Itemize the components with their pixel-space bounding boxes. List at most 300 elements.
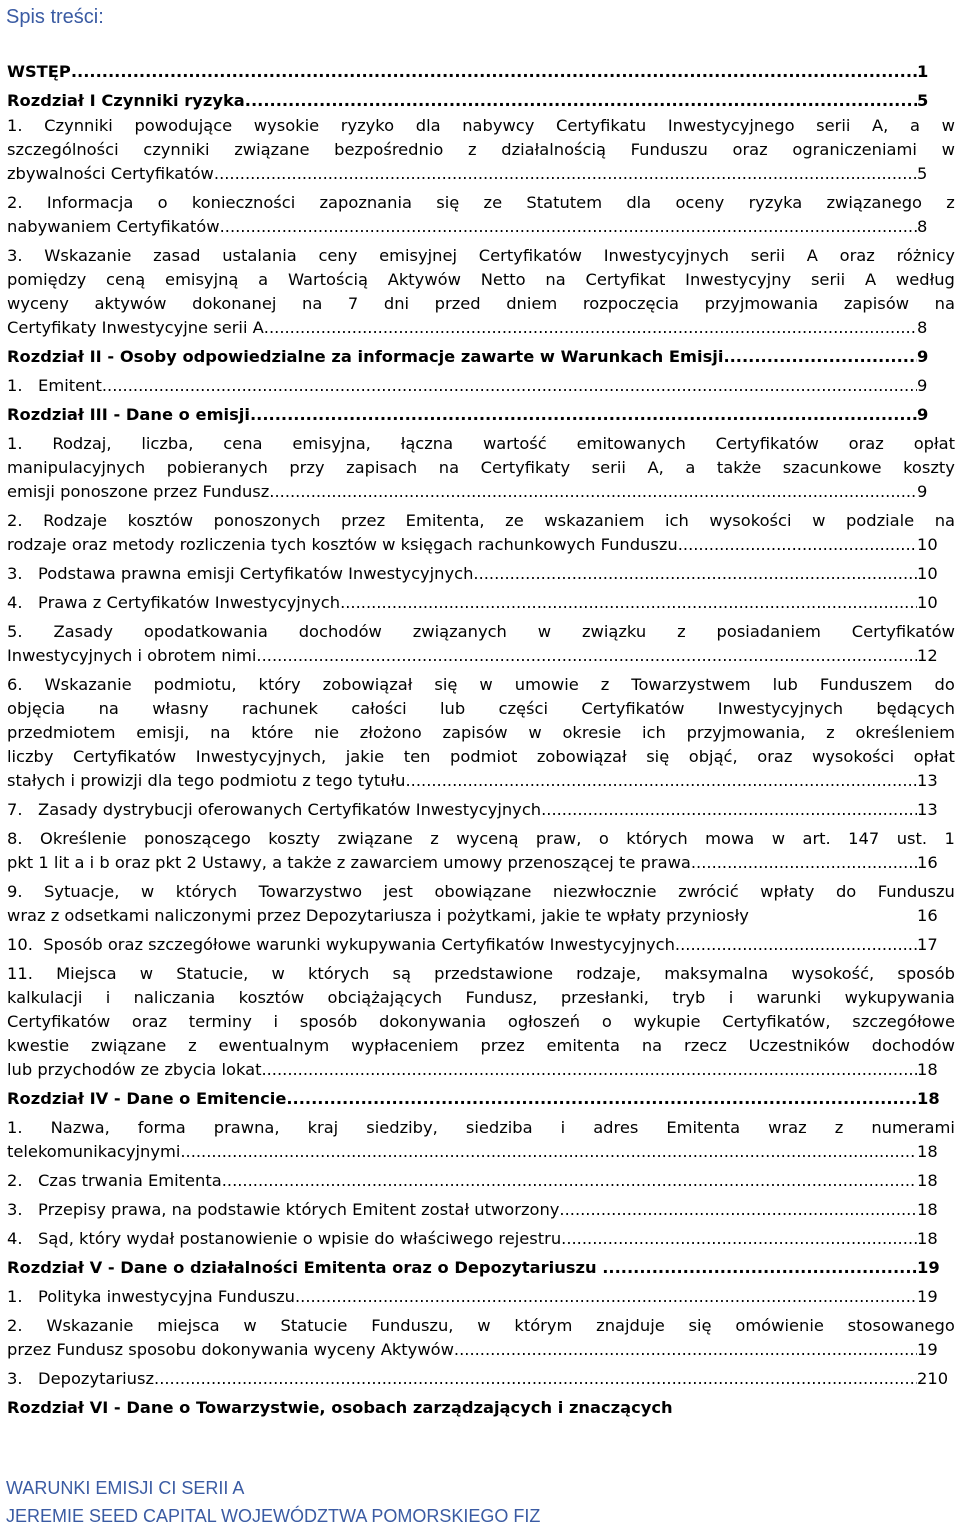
toc-word: się xyxy=(434,675,458,694)
toc-word: w xyxy=(941,116,955,135)
toc-item-text: wraz z odsetkami naliczonymi przez Depozytariusza i pożytkami, jakie te wpłaty przyniosły xyxy=(7,906,749,925)
toc-page-number: 18 xyxy=(917,1142,938,1161)
toc-word: oraz xyxy=(839,246,875,265)
toc-item-line xyxy=(7,1034,955,1058)
toc-word: podmiotu, xyxy=(153,675,237,694)
toc-word: wartość xyxy=(482,434,547,453)
toc-word: serii xyxy=(816,116,851,135)
toc-item-last-line xyxy=(7,1338,955,1362)
toc-word: 11. xyxy=(7,964,33,983)
toc-word: 2. xyxy=(7,511,23,530)
toc-word: liczby xyxy=(7,747,54,766)
toc-word: a xyxy=(685,458,696,477)
toc-word: oceny xyxy=(675,193,725,212)
toc-item-text: rodzaje oraz metody rozliczenia tych kosztów w księgach rachunkowych Funduszu xyxy=(7,535,678,554)
toc-word: miejsca xyxy=(157,1316,220,1335)
toc-word: ewentualnym xyxy=(218,1036,330,1055)
toc-chapter[interactable] xyxy=(7,345,955,369)
toc-word: 1. xyxy=(7,434,23,453)
toc-word: o xyxy=(157,193,168,212)
toc-word: naliczania xyxy=(133,988,216,1007)
toc-dot-leader xyxy=(102,374,917,398)
toc-word: posiadaniem xyxy=(716,622,821,641)
toc-word: maksymalna xyxy=(664,964,769,983)
toc-word: z xyxy=(468,140,477,159)
toc-item-line xyxy=(7,1116,955,1140)
toc-item-text: Rozdział I Czynniki ryzyka xyxy=(7,91,245,110)
toc-word: Zasady xyxy=(53,622,114,641)
toc-item[interactable] xyxy=(7,880,955,928)
toc-word: obowiązane xyxy=(434,882,532,901)
toc-word: z xyxy=(188,1036,197,1055)
toc-word: w xyxy=(528,723,542,742)
toc-word: praw, xyxy=(535,829,582,848)
toc-item-text: 4. Sąd, który wydał postanowienie o wpisie do właściwego rejestru xyxy=(7,1229,562,1248)
toc-word: na xyxy=(545,270,566,289)
toc-word: się xyxy=(646,747,670,766)
toc-word: Emitenta, xyxy=(405,511,485,530)
toc-word: wykupie xyxy=(633,1012,701,1031)
toc-word: oraz xyxy=(757,747,793,766)
toc-item-text: 2. Czas trwania Emitenta xyxy=(7,1171,222,1190)
toc-dot-leader xyxy=(71,60,917,84)
toc-item[interactable] xyxy=(7,798,955,822)
toc-word: ryzyka xyxy=(748,193,803,212)
toc-word: oraz xyxy=(848,434,884,453)
toc-chapter[interactable] xyxy=(7,403,955,427)
toc-item-last-line xyxy=(7,904,955,928)
toc-word: Inwestycyjnych, xyxy=(195,747,327,766)
toc-word: jakie xyxy=(345,747,385,766)
toc-dot-leader xyxy=(222,1169,917,1193)
toc-word: emisji, xyxy=(136,723,190,742)
toc-word: o xyxy=(601,1012,612,1031)
toc-item[interactable] xyxy=(7,191,955,239)
toc-item-last-line xyxy=(7,644,955,668)
toc-word: z xyxy=(600,675,610,694)
toc-word: Wartością xyxy=(287,270,368,289)
toc-word: serii xyxy=(810,270,846,289)
toc-word: opodatkowania xyxy=(143,622,268,641)
toc-word: zwrócić xyxy=(678,882,739,901)
toc-word: ten xyxy=(403,747,431,766)
toc-word: 1 xyxy=(944,829,955,848)
toc-word: ich xyxy=(665,511,689,530)
toc-item-last-line xyxy=(7,89,955,113)
toc-chapter[interactable] xyxy=(7,1396,955,1420)
toc-item-line xyxy=(7,827,955,851)
toc-item-last-line xyxy=(7,1140,955,1164)
toc-item-text: 3. Przepisy prawa, na podstawie których Emitent został utworzony xyxy=(7,1200,560,1219)
toc-word: szacunkowe xyxy=(782,458,882,477)
toc-item-last-line xyxy=(7,1058,955,1082)
toc-chapter[interactable] xyxy=(7,1087,955,1111)
toc-word: Certyfikatów xyxy=(7,1012,111,1031)
toc-page-number: 19 xyxy=(917,1340,938,1359)
toc-word: aktywów xyxy=(94,294,167,313)
toc-word: ponoszonych xyxy=(213,511,321,530)
toc-word: Certyfikatów xyxy=(73,747,177,766)
toc-word: w xyxy=(139,964,154,983)
toc-item-line xyxy=(7,268,955,292)
toc-word: jest xyxy=(383,882,413,901)
toc-word: Certyfikatu xyxy=(556,116,647,135)
toc-word: według xyxy=(895,270,955,289)
toc-word: na xyxy=(98,699,119,718)
toc-word: art. xyxy=(802,829,831,848)
toc-word: A xyxy=(864,270,877,289)
toc-word: zasad xyxy=(153,246,201,265)
toc-dot-leader xyxy=(180,1140,917,1164)
toc-dot-leader xyxy=(214,162,917,186)
toc-item-text: Rozdział III - Dane o emisji xyxy=(7,405,250,424)
toc-word: 2. xyxy=(7,193,23,212)
toc-item-last-line xyxy=(7,1087,955,1111)
toc-word: rachunek xyxy=(241,699,318,718)
toc-dot-leader xyxy=(454,1338,917,1362)
toc-word: związane xyxy=(234,140,310,159)
toc-word: pobieranych xyxy=(166,458,268,477)
toc-page-number: 17 xyxy=(917,935,938,954)
toc-page-number: 5 xyxy=(917,91,929,110)
toc-word: koszty xyxy=(903,458,955,477)
toc-item-text: Rozdział V - Dane o działalności Emitenta oraz o Depozytariuszu xyxy=(7,1258,603,1277)
toc-word: który xyxy=(258,675,301,694)
toc-page-number: 10 xyxy=(917,593,938,612)
toc-dot-leader xyxy=(261,1058,917,1082)
toc-item-last-line xyxy=(7,403,955,427)
toc-item[interactable] xyxy=(7,962,955,1082)
toc-word: przy xyxy=(289,458,325,477)
toc-word: w xyxy=(941,140,955,159)
toc-chapter[interactable] xyxy=(7,60,955,84)
toc-dot-leader xyxy=(602,1256,917,1280)
toc-word: podmiot xyxy=(450,747,518,766)
toc-item-last-line xyxy=(7,798,955,822)
toc-page-number: 18 xyxy=(917,1089,940,1108)
toc-word: znajduje xyxy=(596,1316,665,1335)
toc-word: obciążających xyxy=(327,988,443,1007)
toc-word: zapoznania xyxy=(319,193,412,212)
toc-item-line xyxy=(7,986,955,1010)
toc-word: Towarzystwem xyxy=(631,675,751,694)
toc-word: Rodzaj, xyxy=(52,434,112,453)
toc-item-line xyxy=(7,1010,955,1034)
toc-word: 7 xyxy=(347,294,359,313)
toc-word: 8. xyxy=(7,829,23,848)
toc-word: terminy xyxy=(188,1012,252,1031)
toc-item-last-line xyxy=(7,933,955,957)
toc-word: wykupywania xyxy=(844,988,955,1007)
toc-page-number: 18 xyxy=(917,1229,938,1248)
toc-word: dniem xyxy=(506,294,558,313)
toc-word: zapisów xyxy=(843,294,910,313)
toc-word: wysokie xyxy=(253,116,320,135)
toc-item-last-line xyxy=(7,562,955,586)
toc-item-text: 3. Depozytariusz xyxy=(7,1369,155,1388)
footer-line-2: JEREMIE SEED CAPITAL WOJEWÓDZTWA POMORSKIEGO FIZ xyxy=(6,1506,541,1526)
toc-item-text: WSTĘP xyxy=(7,62,71,81)
toc-word: w xyxy=(243,1316,257,1335)
toc-item[interactable] xyxy=(7,114,955,186)
toc-item-last-line xyxy=(7,851,955,875)
toc-word: ceną xyxy=(106,270,146,289)
toc-item-text: 1. Emitent xyxy=(7,376,102,395)
toc-word: Certyfikaty xyxy=(480,458,571,477)
toc-word: ceny xyxy=(318,246,358,265)
toc-word: Statucie xyxy=(280,1316,348,1335)
toc-word: Informacja xyxy=(46,193,134,212)
toc-dot-leader xyxy=(245,89,917,113)
toc-item[interactable] xyxy=(7,827,955,875)
toc-word: przyjmowania, xyxy=(686,723,806,742)
toc-word: sposób xyxy=(299,1012,358,1031)
toc-item[interactable] xyxy=(7,1227,955,1251)
toc-word: sposób xyxy=(897,964,955,983)
toc-word: prawna, xyxy=(213,1118,280,1137)
toc-word: części xyxy=(498,699,549,718)
toc-item[interactable] xyxy=(7,1169,955,1193)
toc-word: Wskazanie xyxy=(44,246,132,265)
toc-word: dla xyxy=(415,116,441,135)
toc-word: wraz xyxy=(768,1118,807,1137)
toc-word: i xyxy=(273,1012,279,1031)
toc-word: okresie xyxy=(562,723,622,742)
toc-item-line xyxy=(7,114,955,138)
toc-word: kraj xyxy=(307,1118,339,1137)
toc-dot-leader xyxy=(264,316,917,340)
toc-item-last-line xyxy=(7,480,955,504)
toc-item-text: stałych i prowizji dla tego podmiotu z tego tytułu xyxy=(7,771,406,790)
toc-page-number: 210 xyxy=(917,1369,949,1388)
toc-word: emitowanych xyxy=(576,434,686,453)
toc-word: dokonywania xyxy=(379,1012,487,1031)
toc-item-line xyxy=(7,620,955,644)
toc-chapter[interactable] xyxy=(7,89,955,113)
toc-word: objęcia xyxy=(7,699,66,718)
toc-word: 3. xyxy=(7,246,23,265)
toc-chapter[interactable] xyxy=(7,1256,955,1280)
toc-word: wskazaniem xyxy=(544,511,645,530)
toc-word: z xyxy=(826,723,835,742)
toc-word: przez xyxy=(340,511,386,530)
toc-item-text: Rozdział VI - Dane o Towarzystwie, osobach zarządzających i znaczących xyxy=(7,1398,673,1417)
toc-word: manipulacyjnych xyxy=(7,458,146,477)
toc-word: Inwestycyjnego xyxy=(667,116,795,135)
toc-word: 2. xyxy=(7,1316,23,1335)
toc-word: Emitenta xyxy=(666,1118,741,1137)
toc-word: Certyfikatów xyxy=(581,699,685,718)
toc-word: związane xyxy=(91,1036,167,1055)
toc-item-line xyxy=(7,292,955,316)
toc-item[interactable] xyxy=(7,1198,955,1222)
page-title: Spis treści: xyxy=(6,6,104,28)
toc-word: nabywcy xyxy=(462,116,535,135)
toc-word: Funduszu xyxy=(630,140,708,159)
toc-word: o xyxy=(598,829,609,848)
toc-item-last-line xyxy=(7,1198,955,1222)
toc-item[interactable] xyxy=(7,374,955,398)
toc-word: ust. xyxy=(896,829,928,848)
toc-item-last-line xyxy=(7,215,955,239)
toc-word: rodzaje, xyxy=(576,964,642,983)
toc-word: 5. xyxy=(7,622,23,641)
toc-word: emisyjnej xyxy=(379,246,458,265)
toc-word: związanych xyxy=(412,622,507,641)
toc-word: wysokości xyxy=(709,511,792,530)
toc-word: stosowanego xyxy=(847,1316,955,1335)
toc-word: różnicy xyxy=(896,246,955,265)
toc-item[interactable] xyxy=(7,620,955,668)
toc-word: szczegółowe xyxy=(852,1012,955,1031)
toc-word: w xyxy=(537,622,552,641)
toc-word: przed xyxy=(434,294,481,313)
toc-word: związanego xyxy=(826,193,923,212)
toc-word: z xyxy=(946,193,955,212)
toc-word: kalkulacji xyxy=(7,988,83,1007)
table-of-contents xyxy=(7,60,955,1425)
toc-word: 147 xyxy=(848,829,880,848)
toc-word: Certyfikatów xyxy=(851,622,955,641)
toc-word: w xyxy=(140,882,155,901)
toc-word: i xyxy=(560,1118,566,1137)
toc-dot-leader xyxy=(678,533,917,557)
toc-dot-leader xyxy=(154,1367,917,1391)
toc-item-text: Rozdział II - Osoby odpowiedzialne za informacje zawarte w Warunkach Emisji xyxy=(7,347,724,366)
toc-word: A xyxy=(806,246,818,265)
toc-item[interactable] xyxy=(7,1367,955,1391)
toc-dot-leader xyxy=(250,403,917,427)
toc-item-last-line xyxy=(7,1169,955,1193)
toc-dot-leader xyxy=(473,562,917,586)
toc-word: ze xyxy=(505,511,524,530)
toc-item[interactable] xyxy=(7,1314,955,1362)
toc-item-line xyxy=(7,721,955,745)
toc-item[interactable] xyxy=(7,591,955,615)
toc-word: przyjmowania xyxy=(704,294,819,313)
toc-word: ponoszącego xyxy=(143,829,251,848)
toc-item-last-line xyxy=(7,769,955,793)
toc-word: szczególności xyxy=(7,140,119,159)
toc-item-text: 10. Sposób oraz szczegółowe warunki wykupywania Certyfikatów Inwestycyjnych xyxy=(7,935,675,954)
toc-word: całości xyxy=(351,699,407,718)
toc-page-number: 13 xyxy=(917,771,938,790)
toc-word: których xyxy=(626,829,688,848)
toc-word: w xyxy=(271,964,285,983)
toc-dot-leader xyxy=(561,1227,917,1251)
toc-word: określeniem xyxy=(855,723,955,742)
toc-word: tryb xyxy=(672,988,706,1007)
toc-word: których xyxy=(175,882,238,901)
toc-item-last-line xyxy=(7,316,955,340)
toc-item[interactable] xyxy=(7,933,955,957)
toc-word: na xyxy=(438,458,460,477)
toc-word: objąć, xyxy=(688,747,738,766)
toc-word: Inwestycyjnych xyxy=(603,246,729,265)
toc-page-number: 16 xyxy=(917,853,938,872)
toc-word: Towarzystwo xyxy=(258,882,363,901)
toc-word: na xyxy=(302,294,323,313)
toc-item-last-line xyxy=(7,1227,955,1251)
toc-page-number: 10 xyxy=(917,564,938,583)
toc-item-text: przez Fundusz sposobu dokonywania wyceny Aktywów xyxy=(7,1340,454,1359)
toc-word: dochodów xyxy=(298,622,382,641)
toc-word: dla xyxy=(626,193,652,212)
toc-item-text: Rozdział IV - Dane o Emitencie xyxy=(7,1089,287,1108)
toc-item[interactable] xyxy=(7,562,955,586)
page-footer xyxy=(6,1474,540,1530)
toc-word: koszty xyxy=(268,829,321,848)
toc-item-text: Inwestycyjnych i obrotem nimi xyxy=(7,646,257,665)
toc-word: oraz xyxy=(732,140,768,159)
toc-item[interactable] xyxy=(7,1285,955,1309)
toc-item-line xyxy=(7,697,955,721)
toc-item-line xyxy=(7,456,955,480)
toc-item-last-line xyxy=(7,345,955,369)
toc-word: Uczestników xyxy=(748,1036,850,1055)
toc-item[interactable] xyxy=(7,673,955,793)
toc-page-number: 13 xyxy=(917,800,938,819)
toc-page-number: 8 xyxy=(917,318,928,337)
toc-word: Netto xyxy=(480,270,526,289)
toc-word: ogłoszeń xyxy=(507,1012,581,1031)
toc-word: wpłaty xyxy=(760,882,815,901)
toc-word: wyceną xyxy=(456,829,519,848)
toc-page-number: 8 xyxy=(917,217,928,236)
toc-word: serii xyxy=(591,458,626,477)
toc-item-text: 4. Prawa z Certyfikatów Inwestycyjnych xyxy=(7,593,341,612)
toc-word: konieczności xyxy=(191,193,296,212)
toc-item-text: lub przychodów ze zbycia lokat xyxy=(7,1060,262,1079)
toc-word: 6. xyxy=(7,675,23,694)
toc-word: zapisów xyxy=(442,723,508,742)
toc-word: emisyjną xyxy=(165,270,239,289)
toc-item[interactable] xyxy=(7,432,955,504)
toc-item-last-line xyxy=(7,1367,955,1391)
toc-word: na xyxy=(210,723,231,742)
toc-item[interactable] xyxy=(7,244,955,340)
toc-word: Fundusz, xyxy=(465,988,538,1007)
toc-dot-leader xyxy=(723,345,917,369)
toc-word: emisyjna, xyxy=(292,434,371,453)
toc-word: na xyxy=(934,511,955,530)
toc-item[interactable] xyxy=(7,509,955,557)
toc-page-number: 10 xyxy=(917,535,938,554)
toc-item-line xyxy=(7,673,955,697)
toc-word: 1. xyxy=(7,1118,23,1137)
toc-item-line xyxy=(7,244,955,268)
toc-word: powodujące xyxy=(134,116,233,135)
toc-word: wyceny xyxy=(7,294,69,313)
toc-item-line xyxy=(7,509,955,533)
toc-word: ryzyko xyxy=(340,116,395,135)
toc-word: kosztów xyxy=(238,988,305,1007)
toc-dot-leader xyxy=(286,1087,917,1111)
toc-word: A, xyxy=(872,116,889,135)
toc-item[interactable] xyxy=(7,1116,955,1164)
toc-word: lub xyxy=(772,675,798,694)
toc-word: numerami xyxy=(871,1118,955,1137)
toc-word: dochodów xyxy=(871,1036,955,1055)
toc-word: z xyxy=(677,622,686,641)
toc-word: w xyxy=(771,829,786,848)
toc-word: forma xyxy=(137,1118,186,1137)
toc-word: kosztów xyxy=(127,511,194,530)
toc-word: przedmiotem xyxy=(7,723,116,742)
toc-word: mowa xyxy=(705,829,755,848)
toc-word: się xyxy=(436,193,460,212)
toc-word: Miejsca xyxy=(56,964,117,983)
